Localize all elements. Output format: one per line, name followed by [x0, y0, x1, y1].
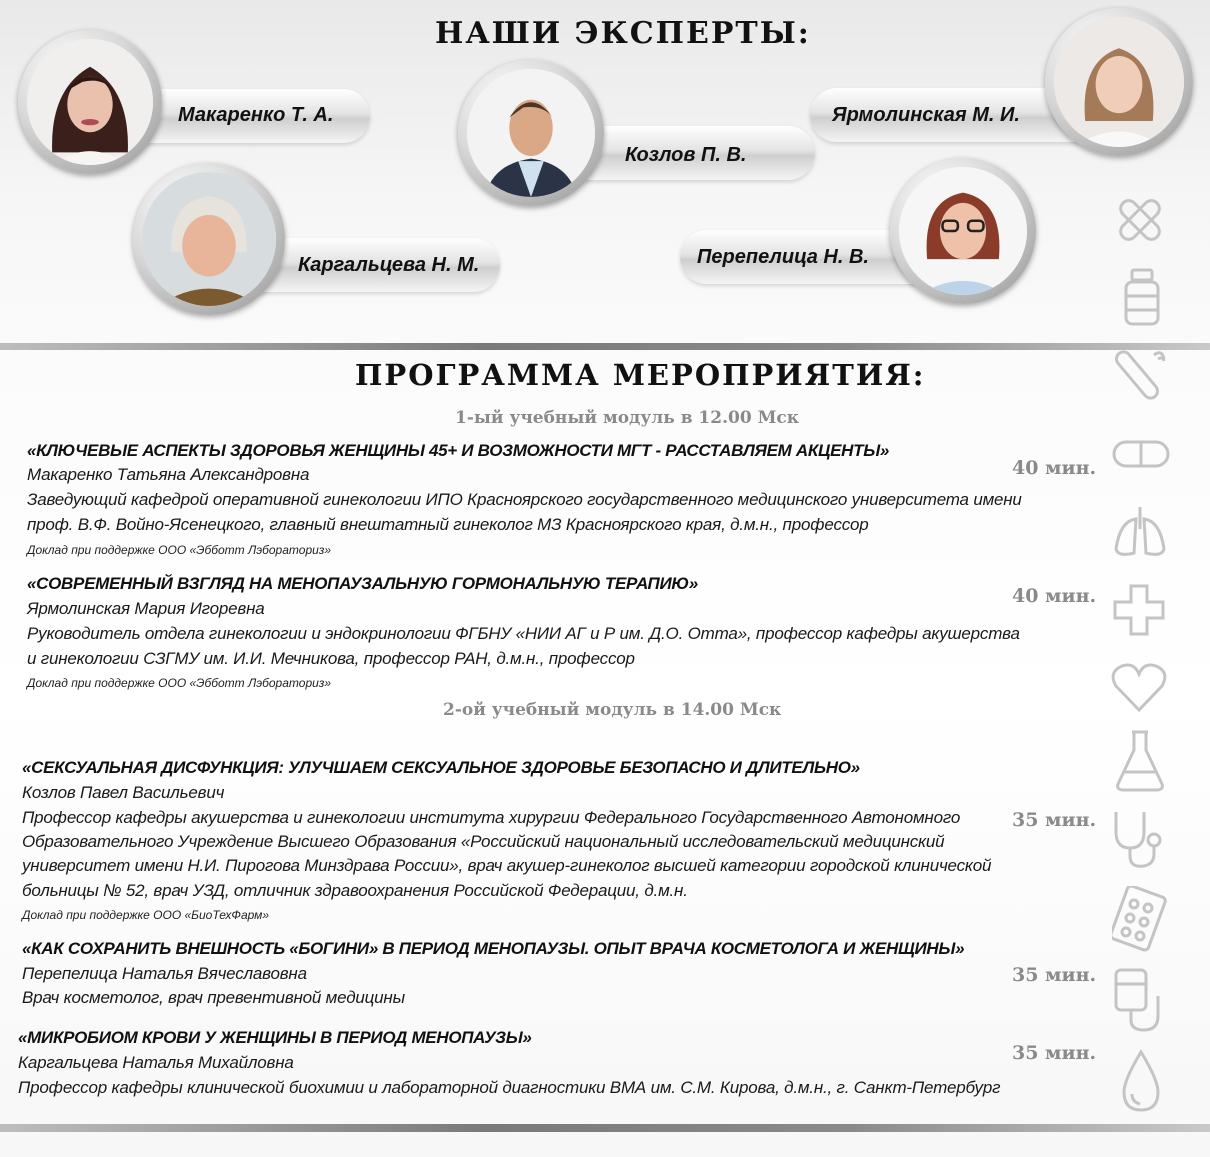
- expert-name-kozlov: Козлов П. В.: [625, 144, 747, 166]
- expert-avatar-makarenko: [18, 30, 162, 174]
- lungs-icon: [1112, 505, 1168, 561]
- jar-icon: [1122, 268, 1162, 326]
- stethoscope-icon: [1110, 810, 1168, 870]
- talk-2-speaker: Ярмолинская Мария Игоревна: [27, 599, 265, 618]
- cross-icon: [1113, 584, 1165, 636]
- portrait-makarenko-icon: [27, 39, 153, 165]
- talk-1-title: «КЛЮЧЕВЫЕ АСПЕКТЫ ЗДОРОВЬЯ ЖЕНЩИНЫ 45+ И ВОЗМОЖНОСТИ МГТ - РАССТАВЛЯЕМ АКЦЕНТЫ»: [27, 441, 890, 460]
- talk-4-duration: 35 мин.: [1012, 964, 1097, 986]
- talk-1-desc-2: проф. В.Ф. Войно-Ясенецкого, главный внештатный гинеколог МЗ Красноярского края, д.м.н., профессор: [27, 515, 869, 534]
- expert-avatar-kozlov: [458, 60, 604, 206]
- thermometer-icon: [1112, 345, 1170, 407]
- drop-icon: [1118, 1048, 1164, 1114]
- talk-4-desc-1: Врач косметолог, врач превентивной медицины: [22, 988, 405, 1007]
- talk-3-desc-2: Образовательного Учреждение Высшего Образования «Российский национальный исследовательский медицинский: [22, 832, 945, 851]
- talk-3-duration: 35 мин.: [1012, 809, 1097, 831]
- talk-3-desc-4: больницы № 52, врач УЗД, отличник здравоохранения Российской Федерации, д.м.н.: [22, 881, 688, 900]
- blister-icon: [1112, 886, 1168, 952]
- talk-5-desc-1: Профессор кафедры клинической биохимии и лабораторной диагностики ВМА им. С.М. Кирова, д.м.н., г. Санкт-Петербург: [18, 1078, 1001, 1097]
- portrait-perepelitsa-icon: [899, 167, 1027, 295]
- portrait-yarmolinskaya-icon: [1054, 17, 1184, 147]
- talk-3-sponsor-note: Доклад при поддержке ООО «БиоТехФарм»: [22, 908, 270, 922]
- talk-1-desc-1: Заведующий кафедрой оперативной гинекологии ИПО Красноярского государственного медицинского университета имени: [27, 490, 1022, 509]
- bandage-icon: [1112, 192, 1168, 248]
- talk-2-title: «СОВРЕМЕННЫЙ ВЗГЛЯД НА МЕНОПАУЗАЛЬНУЮ ГОРМОНАЛЬНУЮ ТЕРАПИЮ»: [27, 574, 698, 593]
- section-divider-bottom: [0, 1124, 1210, 1132]
- talk-2-sponsor-note: Доклад при поддержке ООО «Эбботт Лэбораториз»: [27, 676, 332, 690]
- expert-avatar-perepelitsa: [890, 158, 1036, 304]
- expert-name-yarmolinskaya: Ярмолинская М. И.: [832, 104, 1020, 126]
- expert-name-makarenko: Макаренко Т. А.: [178, 104, 334, 126]
- section-divider-top: [0, 343, 1210, 350]
- talk-2-desc-2: и гинекологии СЗГМУ им. И.И. Мечникова, профессор РАН, д.м.н., профессор: [27, 649, 635, 668]
- iv-bag-icon: [1112, 966, 1166, 1034]
- talk-2-desc-1: Руководитель отдела гинекологии и эндокринологии ФГБНУ «НИИ АГ и Р им. Д.О. Отта», профессор кафедры акушерства: [27, 624, 1020, 643]
- experts-heading: НАШИ ЭКСПЕРТЫ:: [435, 16, 811, 51]
- module-1-label: 1-ый учебный модуль в 12.00 Мск: [455, 408, 800, 428]
- expert-avatar-kargaltseva: [133, 163, 285, 315]
- talk-5-duration: 35 мин.: [1012, 1042, 1097, 1064]
- talk-3-desc-3: университет имени Н.И. Пирогова Минздрава России», врач акушер-гинеколог высшей категории городской клинической: [22, 856, 992, 875]
- talk-5-speaker: Каргальцева Наталья Михайловна: [18, 1053, 294, 1072]
- expert-avatar-yarmolinskaya: [1045, 8, 1193, 156]
- talk-5-title: «МИКРОБИОМ КРОВИ У ЖЕНЩИНЫ В ПЕРИОД МЕНОПАУЗЫ»: [18, 1028, 532, 1047]
- heart-icon: [1110, 662, 1168, 714]
- talk-1-duration: 40 мин.: [1012, 457, 1097, 479]
- expert-name-perepelitsa: Перепелица Н. В.: [697, 246, 869, 268]
- pill-icon: [1112, 438, 1170, 470]
- talk-3-title: «СЕКСУАЛЬНАЯ ДИСФУНКЦИЯ: УЛУЧШАЕМ СЕКСУАЛЬНОЕ ЗДОРОВЬЕ БЕЗОПАСНО И ДЛИТЕЛЬНО»: [22, 758, 860, 777]
- portrait-kargaltseva-icon: [142, 172, 276, 306]
- expert-name-kargaltseva: Каргальцева Н. М.: [298, 254, 480, 276]
- program-heading: ПРОГРАММА МЕРОПРИЯТИЯ:: [355, 358, 926, 392]
- talk-1-speaker: Макаренко Татьяна Александровна: [27, 465, 310, 484]
- portrait-kozlov-icon: [467, 69, 595, 197]
- talk-3-speaker: Козлов Павел Васильевич: [22, 783, 225, 802]
- talk-4-speaker: Перепелица Наталья Вячеславовна: [22, 964, 307, 983]
- talk-1-sponsor-note: Доклад при поддержке ООО «Эбботт Лэбораториз»: [27, 543, 332, 557]
- module-2-label: 2-ой учебный модуль в 14.00 Мск: [443, 700, 782, 720]
- talk-3-desc-1: Профессор кафедры акушерства и гинекологии института хирургии Федерального Государственного Автономного: [22, 808, 961, 827]
- talk-4-title: «КАК СОХРАНИТЬ ВНЕШНОСТЬ «БОГИНИ» В ПЕРИОД МЕНОПАУЗЫ. ОПЫТ ВРАЧА КОСМЕТОЛОГА И ЖЕНЩИНЫ»: [22, 939, 965, 958]
- talk-2-duration: 40 мин.: [1012, 585, 1097, 607]
- flask-icon: [1114, 730, 1166, 792]
